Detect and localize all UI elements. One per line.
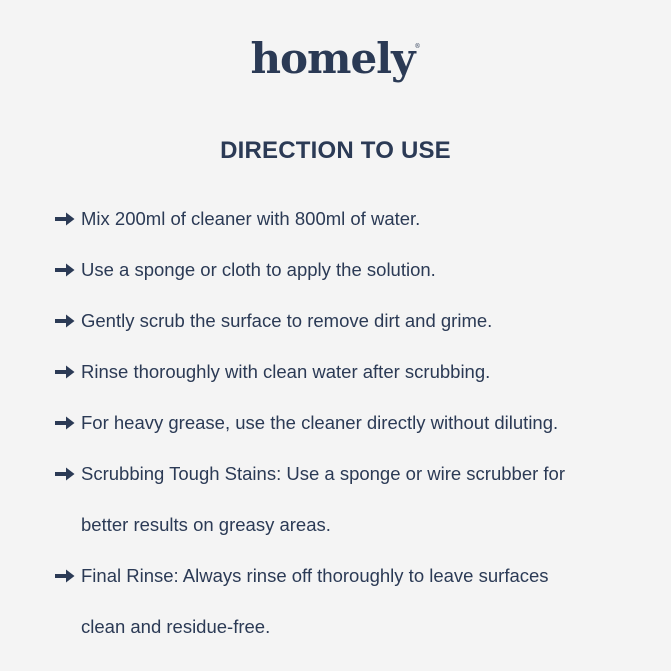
- arrow-right-icon: [55, 346, 81, 397]
- arrow-right-icon: [55, 550, 81, 601]
- list-item: [55, 295, 655, 346]
- step-text: Gently scrub the surface to remove dirt and grime.: [81, 310, 493, 331]
- step-text: Rinse thoroughly with clean water after scrubbing.: [81, 361, 491, 382]
- step-text: Mix 200ml of cleaner with 800ml of water.: [81, 208, 421, 229]
- list-item: [55, 550, 655, 652]
- arrow-right-icon: [55, 448, 81, 499]
- directions-list: [55, 193, 655, 652]
- arrow-right-icon: [55, 244, 81, 295]
- list-item: [55, 346, 655, 397]
- arrow-right-icon: [55, 193, 81, 244]
- list-item: [55, 397, 655, 448]
- arrow-right-icon: [55, 397, 81, 448]
- list-item: [55, 244, 655, 295]
- step-text: Use a sponge or cloth to apply the solution.: [81, 259, 436, 280]
- brand-logo: [0, 34, 671, 83]
- brand-logo-text: homely: [250, 34, 415, 83]
- step-text: For heavy grease, use the cleaner directly without diluting.: [81, 412, 559, 433]
- step-text: Scrubbing Tough Stains: Use a sponge or wire scrubber for better results on greasy areas.: [81, 463, 566, 535]
- list-item: [55, 193, 655, 244]
- registered-mark: ®: [414, 43, 421, 50]
- list-item: [55, 448, 655, 550]
- page-title: DIRECTION TO USE: [220, 137, 451, 164]
- arrow-right-icon: [55, 295, 81, 346]
- step-text: Final Rinse: Always rinse off thoroughly to leave surfaces clean and residue-free.: [81, 565, 549, 637]
